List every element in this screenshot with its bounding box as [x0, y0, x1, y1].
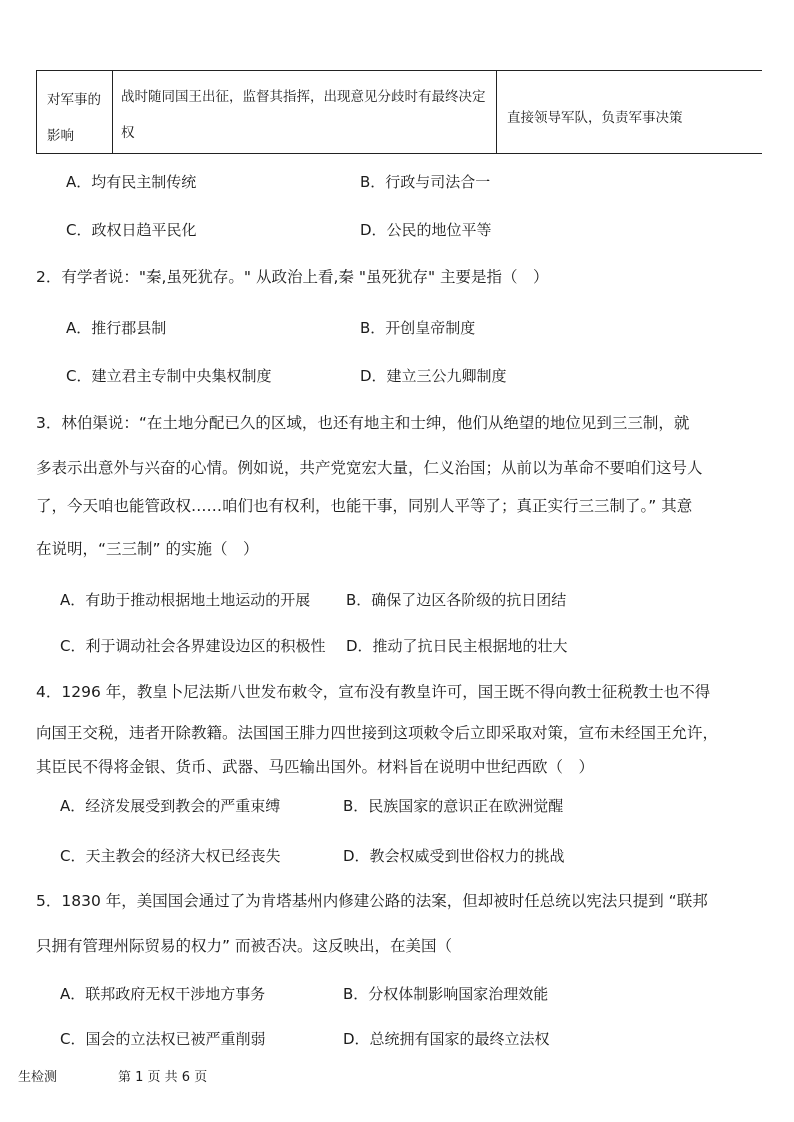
q1-option-c: C．政权日趋平民化 [66, 221, 197, 239]
q5-option-c: C．国会的立法权已被严重削弱 [60, 1030, 266, 1048]
q4-stem-line1: 4．1296 年，教皇卜尼法斯八世发布敕令，宣布没有教皇许可，国王既不得向教士征税教士也不得 [36, 683, 711, 701]
q5-option-b: B．分权体制影响国家治理效能 [343, 985, 549, 1003]
q2-stem: 2．有学者说："秦,虽死犹存。" 从政治上看,秦 "虽死犹存" 主要是指（ ） [36, 268, 549, 286]
comparison-table [36, 70, 762, 154]
table-cell-b [497, 71, 763, 153]
q3-option-a: A．有助于推动根据地土地运动的开展 [60, 591, 311, 609]
q4-option-a: A．经济发展受到教会的严重束缚 [60, 797, 281, 815]
q1-option-b: B．行政与司法合一 [360, 173, 491, 191]
cell-a-text: 战时随同国王出征，监督其指挥，出现意见分歧时有最终决定权 [121, 89, 486, 141]
q3-stem-line2: 多表示出意外与兴奋的心情。例如说，共产党宽宏大量，仁义治国；从前以为革命不要咱们这号人 [36, 459, 703, 477]
table-row-label-cell [37, 71, 113, 153]
q4-option-b: B．民族国家的意识正在欧洲觉醒 [343, 797, 564, 815]
q5-stem-line1: 5．1830 年，美国国会通过了为肯塔基州内修建公路的法案，但却被时任总统以宪法只提到 “联邦 [36, 892, 708, 910]
q3-option-c: C．利于调动社会各界建设边区的积极性 [60, 637, 326, 655]
q3-stem-line1: 3．林伯渠说：“在土地分配已久的区域，也还有地主和士绅，他们从绝望的地位见到三三制，就 [36, 414, 690, 432]
q2-option-c: C．建立君主专制中央集权制度 [66, 367, 272, 385]
q5-option-a: A．联邦政府无权干涉地方事务 [60, 985, 266, 1003]
q5-stem-line2: 只拥有管理州际贸易的权力” 而被否决。这反映出，在美国（ [36, 937, 452, 955]
q5-option-d: D．总统拥有国家的最终立法权 [343, 1030, 550, 1048]
q3-stem-line3: 了，今天咱也能管政权……咱们也有权利，也能干事，同别人平等了；真正实行三三制了。” 其意 [36, 497, 693, 515]
q2-option-d: D．建立三公九卿制度 [360, 367, 507, 385]
cell-b-text: 直接领导军队，负责军事决策 [507, 110, 683, 126]
q4-option-c: C．天主教会的经济大权已经丧失 [60, 847, 281, 865]
q4-option-d: D．教会权威受到世俗权力的挑战 [343, 847, 565, 865]
q4-stem-line3: 其臣民不得将金银、货币、武器、马匹输出国外。材料旨在说明中世纪西欧（ ） [36, 758, 595, 776]
table-cell-a [113, 71, 497, 153]
footer-label: 生检测 [18, 1070, 58, 1085]
q3-option-b: B．确保了边区各阶级的抗日团结 [346, 591, 567, 609]
q4-stem-line2: 向国王交税，违者开除教籍。法国国王腓力四世接到这项敕令后立即采取对策，宣布未经国王允许， [36, 724, 719, 742]
q1-option-a: A．均有民主制传统 [66, 173, 197, 191]
q1-option-d: D．公民的地位平等 [360, 221, 492, 239]
q3-stem-line4: 在说明，“三三制” 的实施（ ） [36, 540, 259, 558]
row-label-line2: 影响 [47, 128, 74, 144]
q3-option-d: D．推动了抗日民主根据地的壮大 [346, 637, 568, 655]
row-label-line1: 对军事的 [47, 92, 101, 108]
q2-option-a: A．推行郡县制 [66, 319, 167, 337]
q2-option-b: B．开创皇帝制度 [360, 319, 476, 337]
page-number: 第 1 页 共 6 页 [118, 1070, 208, 1085]
